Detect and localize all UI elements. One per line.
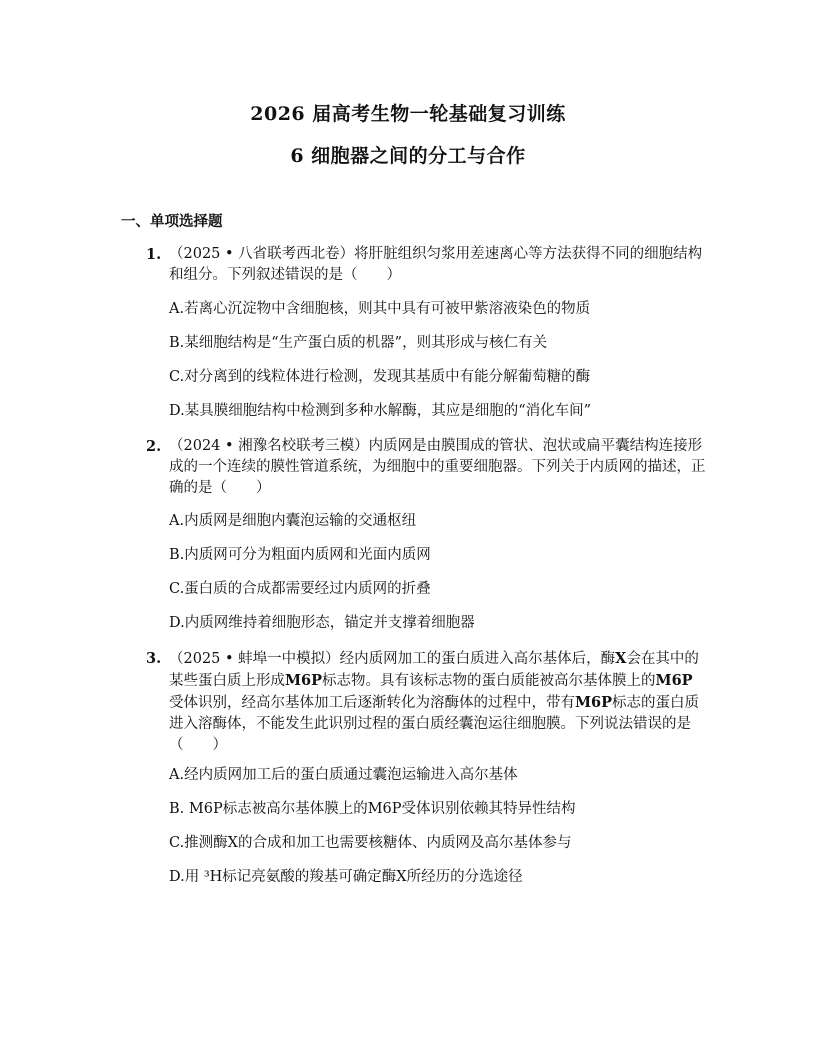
option-a: A.内质网是细胞内囊泡运输的交通枢纽: [169, 513, 417, 529]
option-d: D.内质网维持着细胞形态，锚定并支撑着细胞器: [169, 615, 475, 631]
question-2: [146, 436, 706, 499]
option-a: A.若离心沉淀物中含细胞核，则其中具有可被甲紫溶液染色的物质: [169, 301, 591, 317]
option-b: B. M6P标志被高尔基体膜上的M6P受体识别依赖其特异性结构: [169, 801, 576, 817]
question-stem: （2024 • 湘豫名校联考三模）内质网是由膜围成的管状、泡状或扁平囊结构连接形成的一个连续的膜性管道系统，为细胞中的重要细胞器。下列关于内质网的描述，正确的是（ ）: [169, 438, 706, 496]
question-number: 3.: [146, 650, 162, 667]
document-title: 2026 届高考生物一轮基础复习训练: [250, 103, 566, 125]
question-1: [146, 244, 706, 286]
section-heading: 一、单项选择题: [121, 213, 223, 230]
question-stem: （2025 • 八省联考西北卷）将肝脏组织匀浆用差速离心等方法获得不同的细胞结构和组分。下列叙述错误的是（ ）: [169, 246, 703, 283]
question-3: [146, 648, 706, 756]
option-c: C.蛋白质的合成都需要经过内质网的折叠: [169, 581, 431, 597]
option-a: A.经内质网加工后的蛋白质通过囊泡运输进入高尔基体: [169, 767, 518, 783]
option-d: D.用 ³H标记亮氨酸的羧基可确定酶X所经历的分选途径: [169, 869, 523, 885]
document-subtitle: 6 细胞器之间的分工与合作: [290, 145, 526, 167]
option-b: B.内质网可分为粗面内质网和光面内质网: [169, 547, 431, 563]
option-b: B.某细胞结构是“生产蛋白质的机器”，则其形成与核仁有关: [169, 335, 548, 351]
question-number: 2.: [146, 438, 162, 455]
option-c: C.推测酶X的合成和加工也需要核糖体、内质网及高尔基体参与: [169, 835, 572, 851]
option-c: C.对分离到的线粒体进行检测，发现其基质中有能分解葡萄糖的酶: [169, 369, 591, 385]
question-number: 1.: [146, 246, 162, 263]
option-d: D.某具膜细胞结构中检测到多种水解酶，其应是细胞的“消化车间”: [169, 403, 592, 419]
question-stem: （2025 • 蚌埠一中模拟）经内质网加工的蛋白质进入高尔基体后，酶X会在其中的某些蛋白质上形成M6P标志物。具有该标志物的蛋白质能被高尔基体膜上的M6P受体识别，经高尔基体加工后逐渐转化为溶酶体的过程中，带有M6P标志的蛋白质进入溶酶体，不能发生此识别过程的蛋白质经囊泡运往细胞膜。下列说法错误的是（ ）: [169, 650, 700, 753]
